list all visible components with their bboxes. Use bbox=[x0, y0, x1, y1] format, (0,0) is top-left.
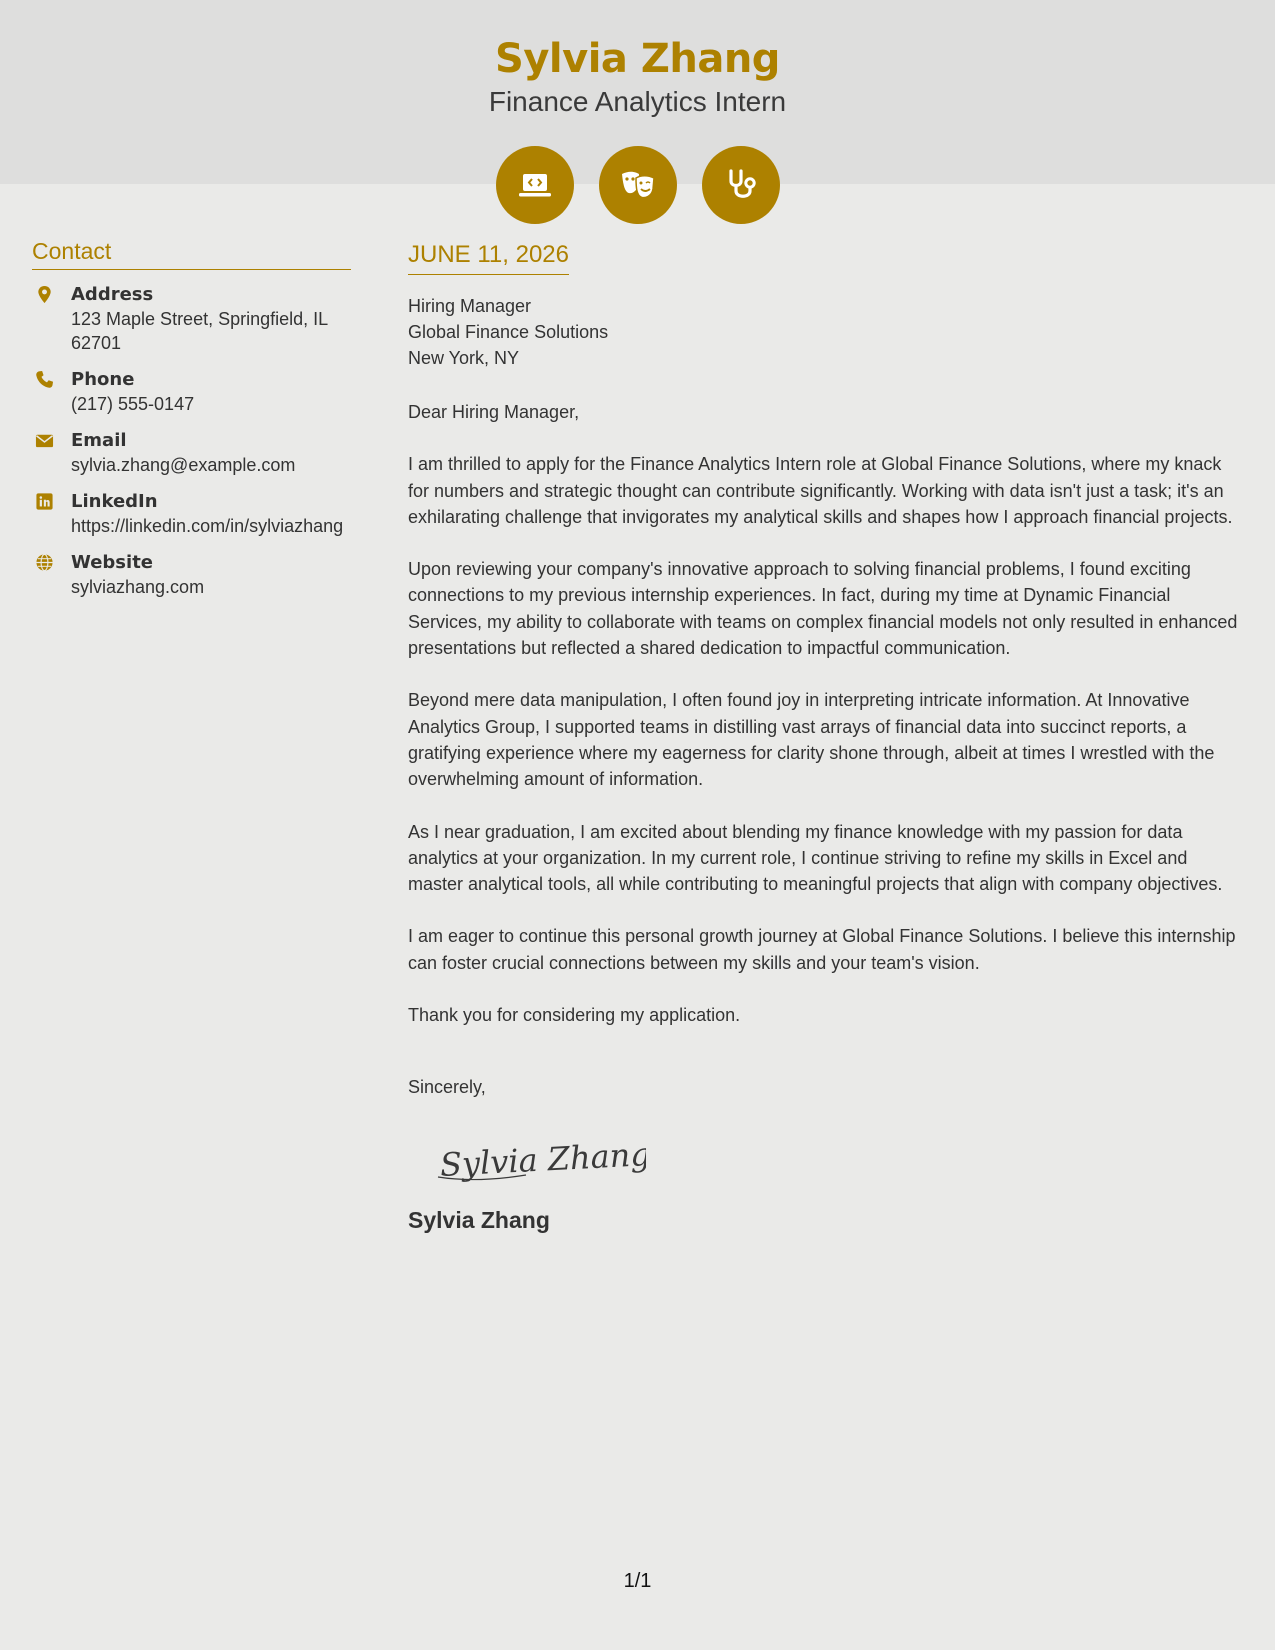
page-number: 1/1 bbox=[623, 1570, 652, 1592]
recipient-block bbox=[408, 293, 1238, 371]
contact-label: Email bbox=[71, 430, 127, 451]
contact-address bbox=[32, 282, 351, 355]
laptop-code-icon bbox=[496, 146, 574, 224]
recipient-location: New York, NY bbox=[408, 348, 520, 368]
recipient-company: Global Finance Solutions bbox=[408, 322, 609, 342]
letter-paragraph: Thank you for considering my application. bbox=[408, 1005, 741, 1026]
contact-value: 123 Maple Street, Springfield, IL 62701 bbox=[71, 309, 328, 353]
contact-value: (217) 555-0147 bbox=[71, 394, 195, 414]
map-marker-icon bbox=[35, 285, 54, 304]
contact-value: sylviazhang.com bbox=[71, 577, 205, 597]
letter-paragraph: Upon reviewing your company's innovative approach to solving financial problems, I found exciting connections to my previous internship experiences. In fact, during my time at Dynamic Financial Services, my ability to collaborate with teams on complex financial models not only resulted in enhanced presentations but reflected a shared dedication to impactful communication. bbox=[408, 559, 1238, 659]
recipient-name: Hiring Manager bbox=[408, 296, 532, 316]
signer-name: Sylvia Zhang bbox=[408, 1206, 550, 1233]
letter-paragraph: Beyond mere data manipulation, I often found joy in interpreting intricate information. At Innovative Analytics Group, I supported teams in distilling vast arrays of financial data into succinct reports, a gratifying experience where my eagerness for clarity shone through, albeit at times I wrestled with the overwhelming amount of information. bbox=[408, 690, 1215, 790]
contact-heading: Contact bbox=[32, 238, 351, 270]
contact-label: Phone bbox=[71, 369, 135, 390]
interest-icons bbox=[496, 146, 780, 224]
letter-body bbox=[408, 240, 1238, 1233]
contact-email bbox=[32, 428, 351, 477]
closing: Sincerely, bbox=[408, 1077, 486, 1098]
job-title: Finance Analytics Intern bbox=[488, 86, 787, 117]
letter-paragraph: I am eager to continue this personal growth journey at Global Finance Solutions. I believe this internship can foster crucial connections between my skills and your team's vision. bbox=[408, 926, 1236, 973]
envelope-icon bbox=[35, 431, 54, 450]
salutation: Dear Hiring Manager, bbox=[408, 402, 580, 422]
contact-label: Address bbox=[71, 284, 154, 305]
contact-value: sylvia.zhang@example.com bbox=[71, 455, 296, 475]
letter-paragraph: As I near graduation, I am excited about blending my finance knowledge with my passion for data analytics at your organization. In my current role, I continue striving to refine my skills in Excel and master analytical tools, all while contributing to meaningful projects that align with company objectives. bbox=[408, 821, 1223, 895]
contact-sidebar bbox=[32, 238, 351, 599]
linkedin-icon bbox=[35, 492, 54, 511]
contact-linkedin bbox=[32, 489, 351, 538]
contact-label: Website bbox=[71, 552, 154, 573]
letter-paragraph: I am thrilled to apply for the Finance Analytics Intern role at Global Finance Solutions, where my knack for numbers and strategic thought can contribute significantly. Working with data isn't just a task; it's an exhilarating challenge that invigorates my analytical skills and shapes how I approach financial projects. bbox=[408, 454, 1233, 527]
stethoscope-icon bbox=[702, 146, 780, 224]
phone-icon bbox=[35, 370, 54, 389]
contact-phone bbox=[32, 367, 351, 416]
signature-text: Sylvia Zhang bbox=[439, 1134, 646, 1184]
contact-label: LinkedIn bbox=[71, 491, 158, 512]
applicant-name: Sylvia Zhang bbox=[495, 36, 780, 82]
theater-masks-icon bbox=[599, 146, 677, 224]
globe-icon bbox=[35, 553, 54, 572]
contact-website bbox=[32, 550, 351, 599]
signature-image bbox=[436, 1131, 646, 1187]
contact-value: https://linkedin.com/in/sylviazhang bbox=[71, 516, 344, 536]
letter-date: JUNE 11, 2026 bbox=[408, 240, 569, 275]
